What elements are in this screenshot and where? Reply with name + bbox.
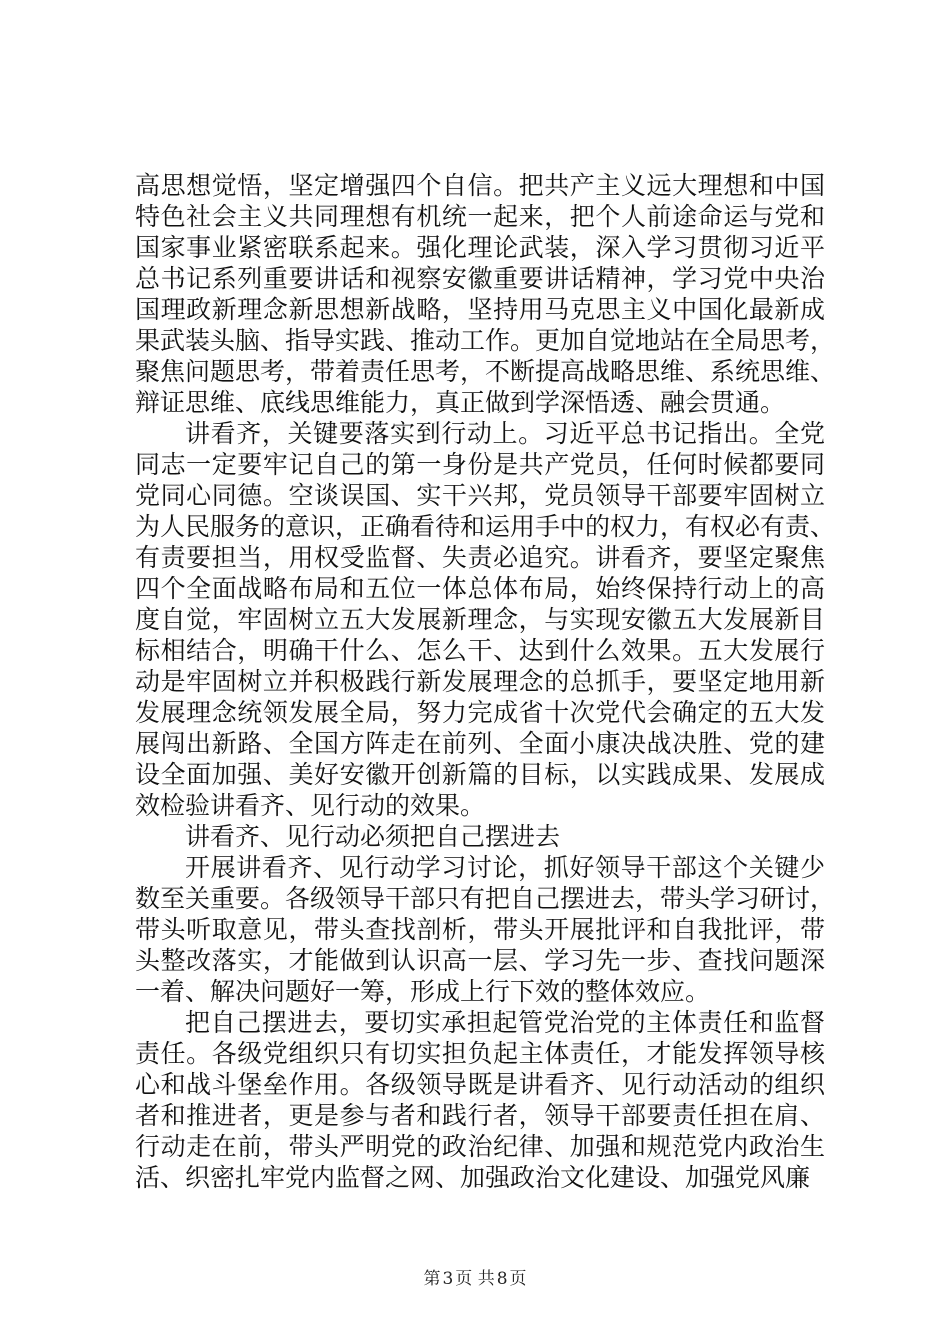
text-line: 行动走在前，带头严明党的政治纪律、加强和规范党内政治生 xyxy=(135,1132,825,1161)
page-footer xyxy=(0,1268,950,1290)
text-line: 特色社会主义共同理想有机统一起来，把个人前途命运与党和 xyxy=(135,202,825,231)
text-line: 有责要担当，用权受监督、失责必追究。讲看齐，要坚定聚焦 xyxy=(135,543,825,572)
text-line: 动是牢固树立并积极践行新发展理念的总抓手，要坚定地用新 xyxy=(135,667,825,696)
text-line: 数至关重要。各级领导干部只有把自己摆进去，带头学习研讨， xyxy=(135,884,836,913)
text-line: 聚焦问题思考，带着责任思考，不断提高战略思维、系统思维、 xyxy=(135,357,836,386)
paragraph xyxy=(135,1007,825,1193)
text-line: 总书记系列重要讲话和视察安徽重要讲话精神，学习党中央治 xyxy=(135,264,825,293)
text-line: 带头听取意见，带头查找剖析，带头开展批评和自我批评，带 xyxy=(135,915,825,944)
text-line: 责任。各级党组织只有切实担负起主体责任，才能发挥领导核 xyxy=(135,1039,825,1068)
text-line: 辩证思维、底线思维能力，真正做到学深悟透、融会贯通。 xyxy=(135,388,786,417)
text-line: 同志一定要牢记自己的第一身份是共产党员，任何时候都要同 xyxy=(135,450,825,479)
document-body xyxy=(135,170,836,1193)
text-line: 果武装头脑、指导实践、推动工作。更加自觉地站在全局思考， xyxy=(135,326,836,355)
page-label-mid: 页 共 xyxy=(455,1269,495,1289)
text-line: 讲看齐、见行动必须把自己摆进去 xyxy=(185,822,561,851)
text-line: 一着、解决问题好一筹，形成上行下效的整体效应。 xyxy=(135,977,711,1006)
text-line: 国家事业紧密联系起来。强化理论武装，深入学习贯彻习近平 xyxy=(135,233,825,262)
total-pages-number: 8 xyxy=(496,1269,508,1289)
text-line: 发展理念统领发展全局，努力完成省十次党代会确定的五大发 xyxy=(135,698,825,727)
current-page-number: 3 xyxy=(442,1269,454,1289)
text-line: 国理政新理念新思想新战略，坚持用马克思主义中国化最新成 xyxy=(135,295,825,324)
text-line: 者和推进者，更是参与者和践行者，领导干部要责任担在肩、 xyxy=(135,1101,825,1130)
paragraph xyxy=(135,418,836,821)
text-line: 开展讲看齐、见行动学习讨论，抓好领导干部这个关键少 xyxy=(185,853,825,882)
text-line: 度自觉，牢固树立五大发展新理念，与实现安徽五大发展新目 xyxy=(135,605,825,634)
paragraph xyxy=(135,821,825,852)
text-line: 党同心同德。空谈误国、实干兴邦，党员领导干部要牢固树立 xyxy=(135,481,825,510)
text-line: 展闯出新路、全国方阵走在前列、全面小康决战决胜、党的建 xyxy=(135,729,825,758)
text-line: 四个全面战略布局和五位一体总体布局，始终保持行动上的高 xyxy=(135,574,825,603)
page-label-suffix: 页 xyxy=(509,1269,527,1289)
page-label-prefix: 第 xyxy=(423,1269,441,1289)
text-line: 效检验讲看齐、见行动的效果。 xyxy=(135,791,486,820)
text-line: 把自己摆进去，要切实承担起管党治党的主体责任和监督 xyxy=(185,1008,825,1037)
text-line: 心和战斗堡垒作用。各级领导既是讲看齐、见行动活动的组织 xyxy=(135,1070,825,1099)
text-line: 头整改落实，才能做到认识高一层、学习先一步、查找问题深 xyxy=(135,946,825,975)
text-line: 高思想觉悟，坚定增强四个自信。把共产主义远大理想和中国 xyxy=(135,171,825,200)
paragraph xyxy=(135,852,836,1007)
text-line: 活、织密扎牢党内监督之网、加强政治文化建设、加强党风廉 xyxy=(135,1163,811,1192)
text-line: 标相结合，明确干什么、怎么干、达到什么效果。五大发展行 xyxy=(135,636,825,665)
text-line: 讲看齐，关键要落实到行动上。习近平总书记指出。全党 xyxy=(185,419,825,448)
paragraph xyxy=(135,170,836,418)
text-line: 为人民服务的意识，正确看待和运用手中的权力，有权必有责、 xyxy=(135,512,836,541)
text-line: 设全面加强、美好安徽开创新篇的目标，以实践成果、发展成 xyxy=(135,760,825,789)
